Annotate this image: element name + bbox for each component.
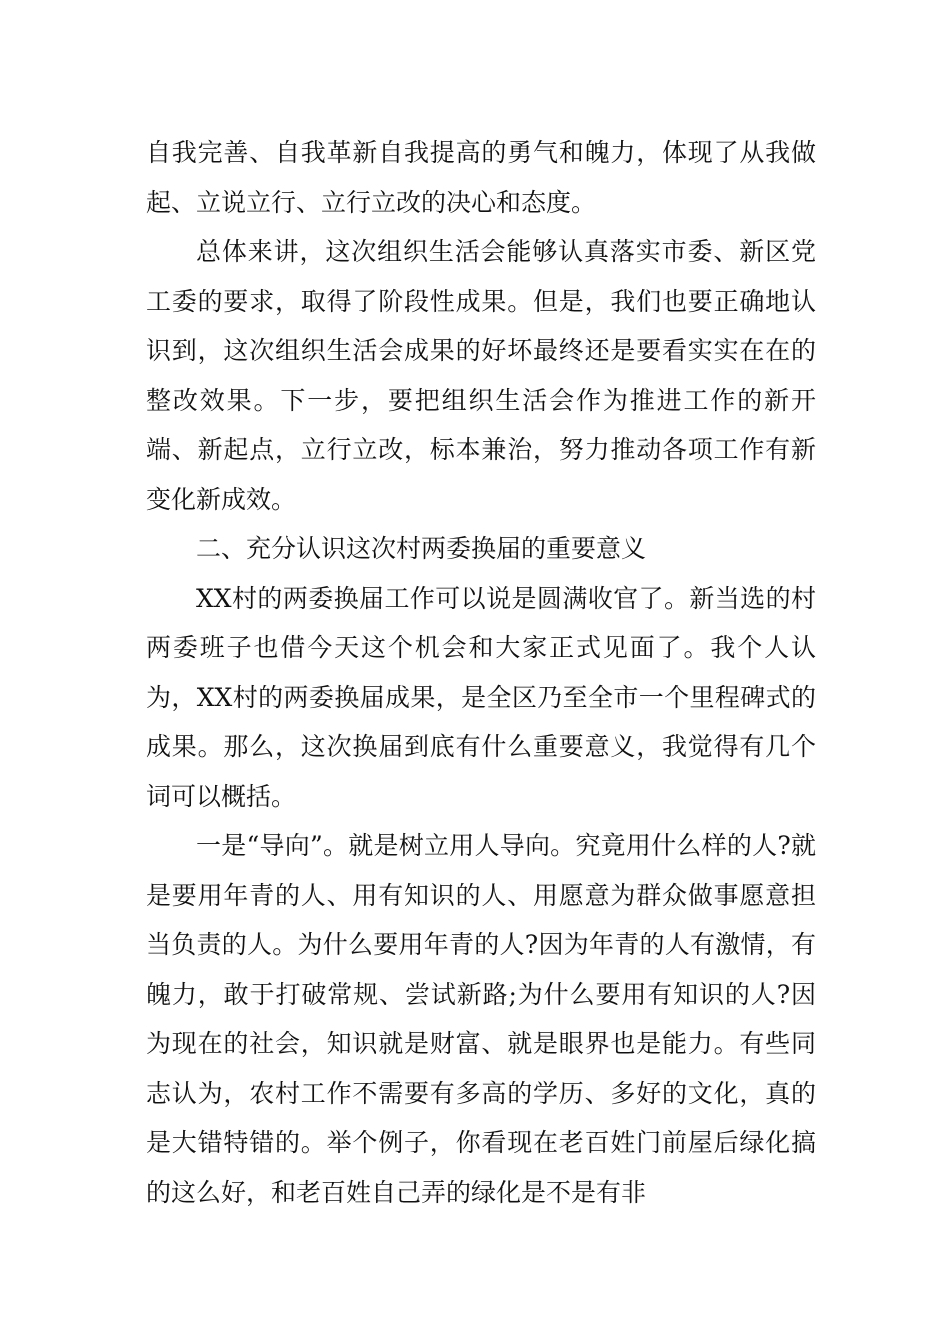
- paragraph-guidance: 一是“导向”。就是树立用人导向。究竟用什么样的人?就是要用年青的人、用有知识的人、用愿意为群众做事愿意担当负责的人。为什么要用年青的人?因为年青的人有激情，有魄力，敢于打破常规、尝试新路;为什么要用有知识的人?因为现在的社会，知识就是财富、就是眼界也是能力。有些同志认为，农村工作不需要有多高的学历、多好的文化，真的是大错特错的。举个例子，你看现在老百姓门前屋后绿化搞的这么好，和老百姓自己弄的绿化是不是有非: [146, 831, 816, 1207]
- document-body: [146, 128, 816, 1217]
- paragraph-election-result: XX村的两委换届工作可以说是圆满收官了。新当选的村两委班子也借今天这个机会和大家正式见面了。我个人认为，XX村的两委换届成果，是全区乃至全市一个里程碑式的成果。那么，这次换届到底有什么重要意义，我觉得有几个词可以概括。: [146, 583, 816, 811]
- section-heading: 二、充分认识这次村两委换届的重要意义: [196, 534, 647, 563]
- paragraph-summary: 总体来讲，这次组织生活会能够认真落实市委、新区党工委的要求，取得了阶段性成果。但是，我们也要正确地认识到，这次组织生活会成果的好坏最终还是要看实实在在的整改效果。下一步，要把组织生活会作为推进工作的新开端、新起点，立行立改，标本兼治，努力推动各项工作有新变化新成效。: [146, 237, 816, 514]
- paragraph-continuation: 自我完善、自我革新自我提高的勇气和魄力，体现了从我做起、立说立行、立行立改的决心和态度。: [146, 138, 816, 217]
